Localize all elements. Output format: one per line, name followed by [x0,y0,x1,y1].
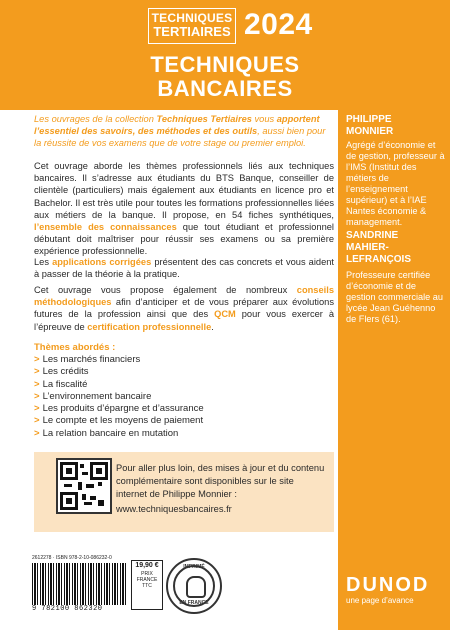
theme-label: Le compte et les moyens de paiement [42,415,204,427]
intro-highlight: apportent l’essentiel des savoirs, des méthodes et des outils [34,114,320,136]
edition-year: 2024 [244,8,313,41]
body-paragraph-1 [34,160,334,258]
author-2-last-name-1: MAHIER- [346,242,389,253]
para3-highlight-2: QCM [214,309,236,320]
list-item [34,403,204,415]
website-link[interactable]: www.techniquesbancaires.fr [116,504,232,514]
theme-label: L’environnement bancaire [42,390,152,402]
para3-text-c: pour vous exercer à l’épreuve de [34,309,334,332]
author-1-bio: Agrégé d’économie et de gestion, professeur à l’IMS (Institut des métiers de l’enseignement supérieur) et à l’IAE Nantes économie & management. [346,140,445,227]
para3-text-a: Cet ouvrage vous propose également de nombreux [34,285,297,295]
themes-heading: Thèmes abordés : [34,342,116,353]
author-2-bio: Professeure certifiée d’économie et de gestion commerciale au lycée Jean Guéhenno de Flers (61). [346,270,444,324]
barcode-bars-icon [32,563,128,605]
series-logo [148,8,236,44]
para2-text-a: Les [34,257,53,267]
publisher-logo: DUNOD [346,574,430,596]
list-item [34,428,204,440]
book-title-line2: BANCAIRES [157,76,293,101]
price-label-1: PRIX [141,571,153,577]
list-item [34,379,204,391]
arrow-icon: > [34,390,40,402]
barcode [32,555,132,613]
price-value: 19,90 € [135,562,159,569]
qr-code-icon[interactable] [56,458,112,514]
series-line1: TECHNIQUES [151,11,233,25]
para3-text-b: afin d’anticiper et de vous préparer aux évolutions futures de la profession ainsi que des [34,297,334,320]
seal-top-text: IMPRIMÉ [183,564,205,570]
body-paragraph-3 [34,284,334,333]
para2-text-b: présentent des cas concrets et vous aident à passer de la théorie à la pratique. [34,257,334,280]
theme-label: Les produits d’épargne et d’assurance [42,403,204,415]
intro-text-2: vous [251,114,277,124]
ean-number: 9 782100 862320 [32,605,103,613]
arrow-icon: > [34,415,40,427]
para3-highlight-1: conseils méthodologiques [34,285,334,308]
theme-label: La fiscalité [42,378,88,390]
arrow-icon: > [34,427,40,439]
author-1-first-name: PHILIPPE [346,114,392,125]
series-line2: TERTIAIRES [153,23,231,39]
isbn-line: 2612278 · ISBN 978-2-10-086232-0 [32,555,112,561]
author-1-name [346,114,446,138]
website-description: Pour aller plus loin, des mises à jour et du contenu complémentaire sont disponibles sur le site internet de Philippe Monnier : [116,463,325,499]
collection-intro [34,113,334,149]
author-2-first-name: SANDRINE [346,230,399,241]
para1-highlight: l’ensemble des connaissances [34,222,177,233]
arrow-icon: > [34,354,40,365]
price-label-2: FRANCE [136,577,158,583]
para2-highlight: applications corrigées [52,257,152,267]
intro-text-3: , aussi bien pour la réussite de vos examens que de votre stage ou premier emploi. [34,126,326,148]
list-item [34,354,204,366]
theme-label: La relation bancaire en mutation [42,427,179,439]
list-item [34,366,204,378]
printed-in-france-seal-icon [166,558,222,614]
book-title-line1: TECHNIQUES [150,52,300,77]
list-item [34,415,204,427]
publisher-tagline: une page d’avance [346,596,414,605]
arrow-icon: > [34,366,40,378]
intro-collection-name: Techniques Tertiaires [156,114,252,124]
intro-text-1: Les ouvrages de la collection [34,114,157,124]
seal-bottom-text: EN FRANCE [179,600,209,606]
price-label-3: TTC [142,583,152,589]
price-box [131,560,163,610]
para3-text-d: . [211,321,214,332]
para1-text-a: Cet ouvrage aborde les thèmes professionnels liés aux techniques bancaires. Il s’adresse aux étudiants du BTS Banque, conseiller de clientèle (particuliers) mais également aux étudiants en licence pro et Bachelor. Il est très utile pour toutes les formations professionnelles liées aux métiers de la banque. Il propose, en 54 fiches synthétiques, [34,161,334,220]
body-paragraph-2 [34,256,334,280]
author-1-last-name: MONNIER [346,126,394,137]
author-2-name [346,230,446,266]
author-2-last-name-2: LEFRANÇOIS [346,254,411,265]
arrow-icon: > [34,403,40,415]
theme-label: Les marchés financiers [42,354,141,365]
list-item [34,391,204,403]
arrow-icon: > [34,378,40,390]
themes-list [34,354,204,440]
para3-highlight-3: certification professionnelle [87,321,212,332]
theme-label: Les crédits [42,366,89,378]
para1-text-b: que tout étudiant et professionnel débutant doit maîtriser pour réussir ses examens ou sa première expérience professionnelle. [34,222,334,257]
